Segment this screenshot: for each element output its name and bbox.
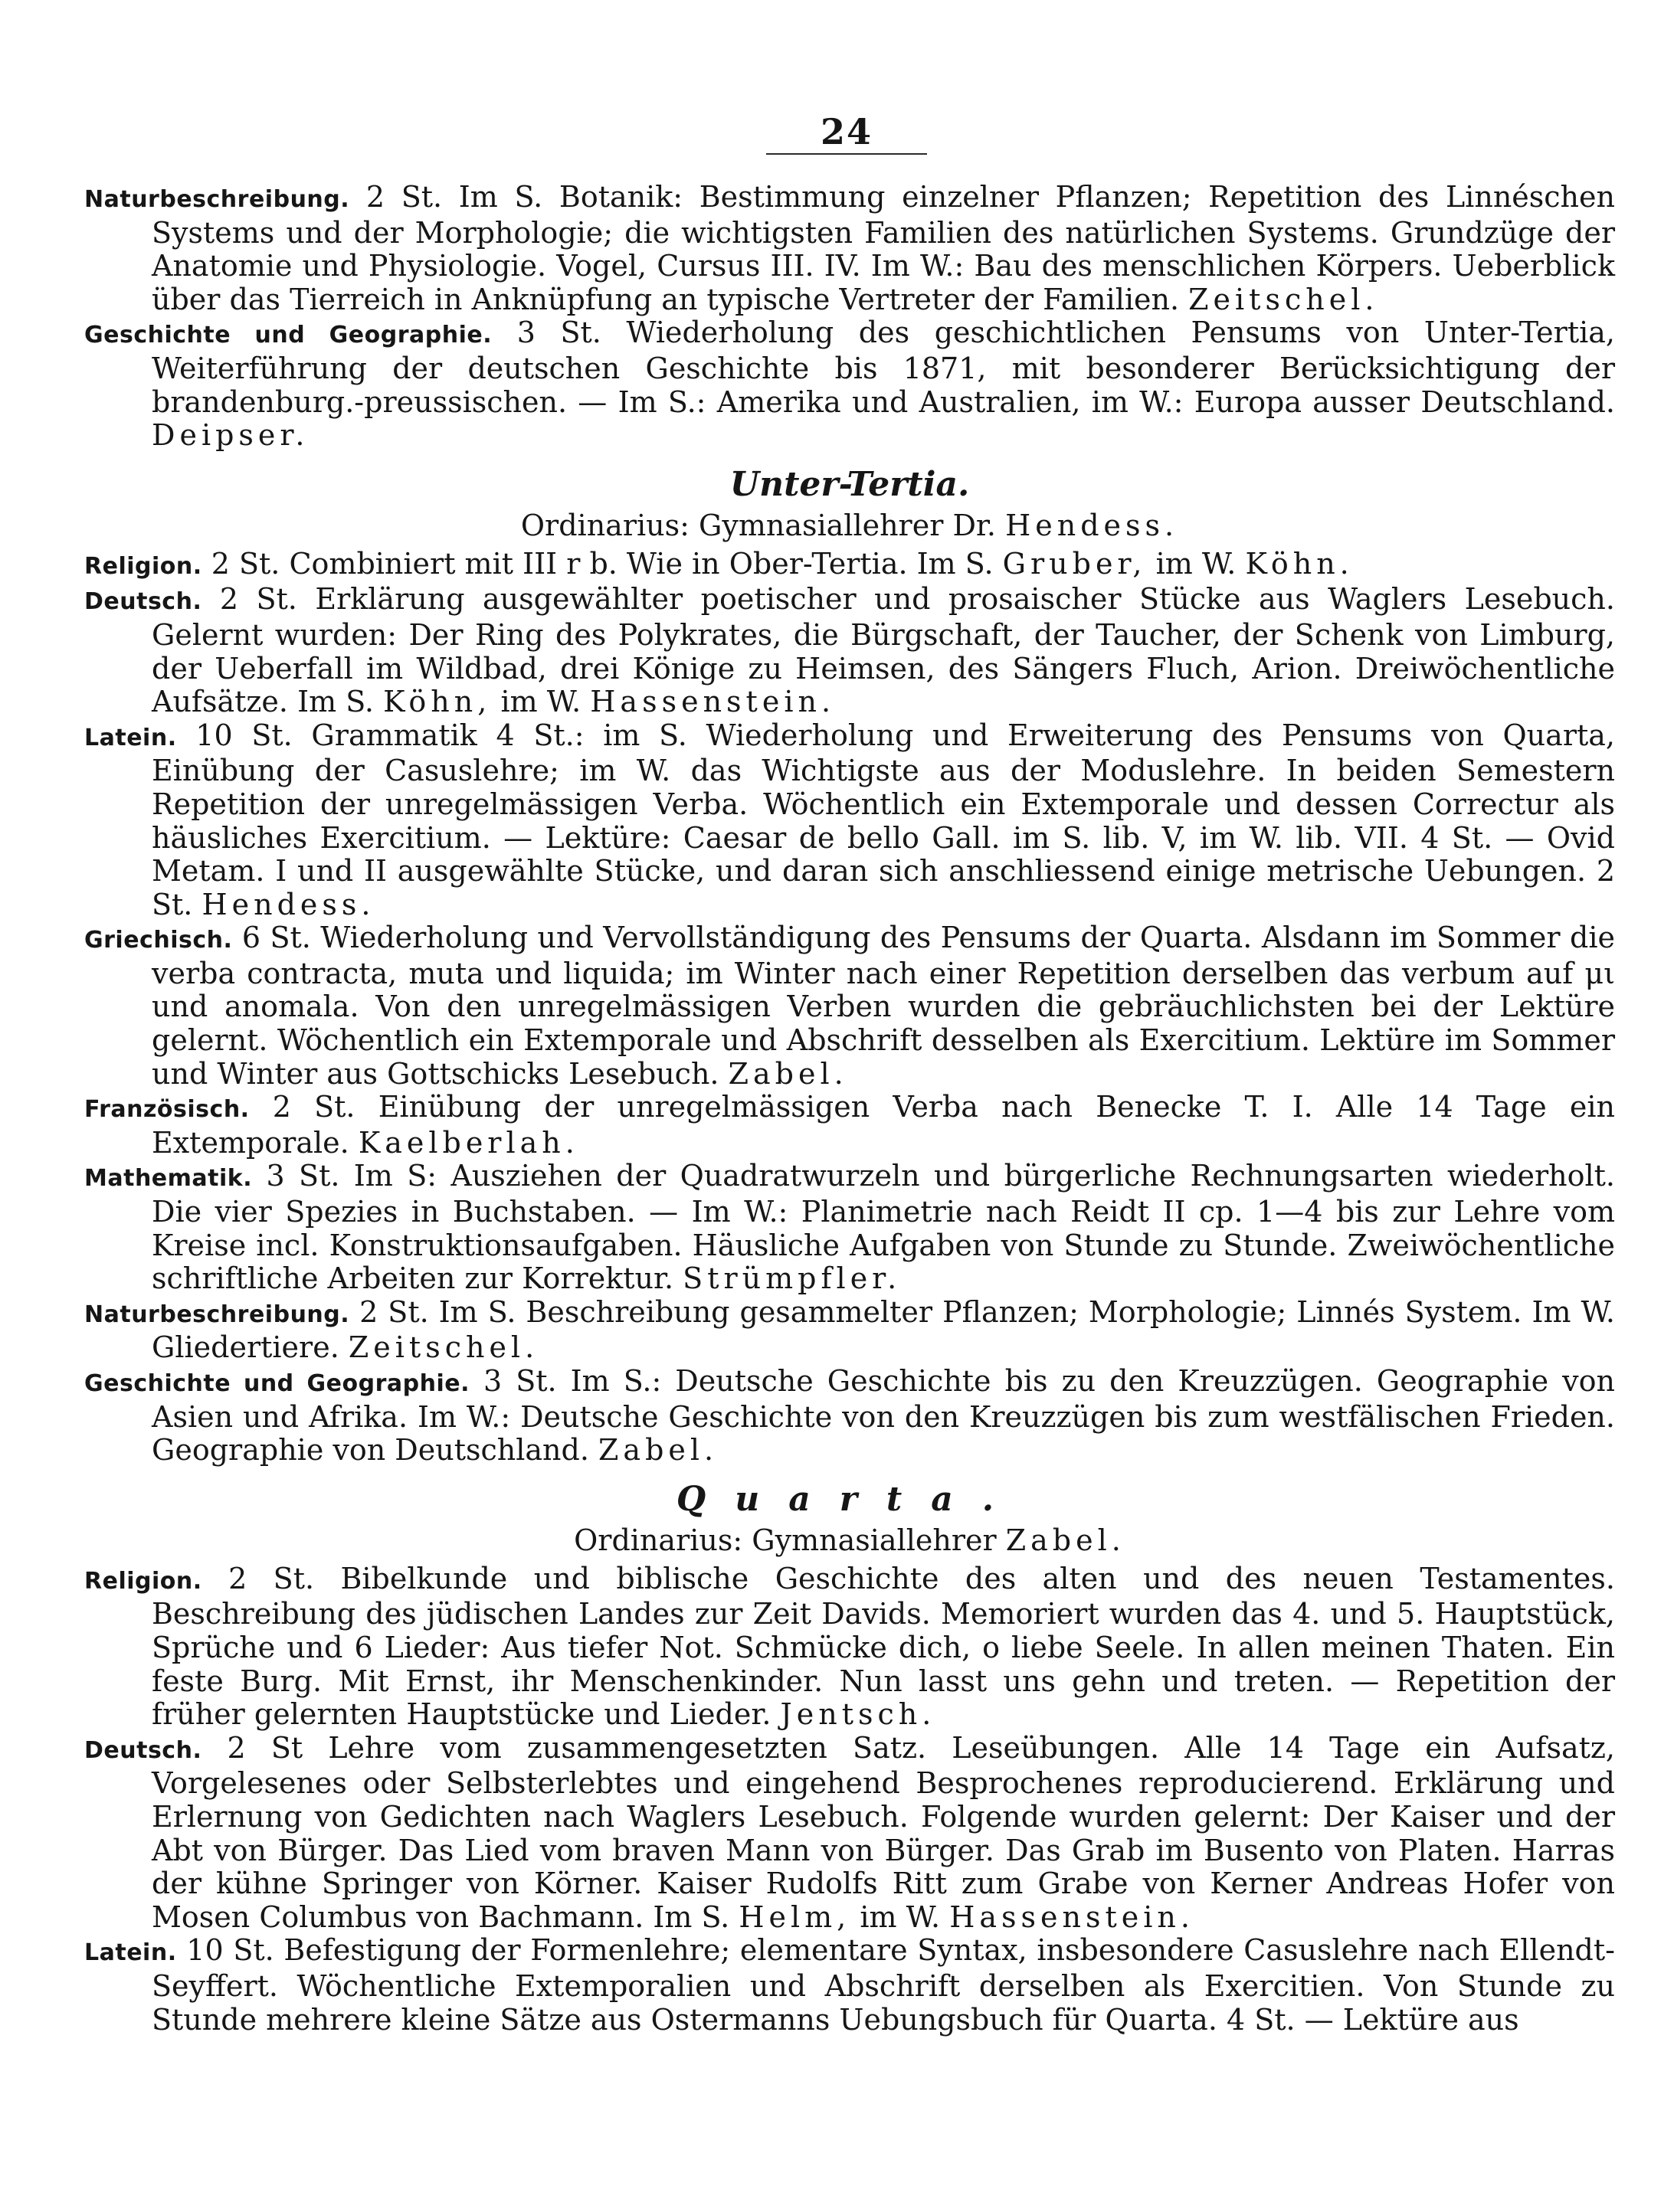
subject-label: Naturbeschreibung. (84, 1301, 350, 1328)
entry-text: 10 St. Grammatik 4 St.: im S. Wiederholung und Erweiterung des Pensums von Quarta, Einübung der Casuslehre; im W. das Wichtigste aus der Moduslehre. In beiden Semestern Repetition der unregelmässigen Verba. Wöchentlich ein Extemporale und dessen Correctur als häusliches Exercitium. — Lektüre: Caesar de bello Gall. im S. lib. V, im W. lib. VII. 4 St. — Ovid Metam. I und II ausgewählte Stücke, und daran sich anschliessend einige metrische Uebungen. 2 St. (152, 718, 1615, 921)
entry-latein-quarta (84, 1934, 1615, 2037)
subject-label: Naturbeschreibung. (84, 186, 350, 213)
ordinarius-prefix: Ordinarius: Gymnasiallehrer Dr. (520, 508, 996, 542)
entry-text: 2 St Lehre vom zusammengesetzten Satz. Leseübungen. Alle 14 Tage ein Aufsatz, Vorgelesenes oder Selbsterlebtes und eingehend Besprochenes reproducierend. Erklärung und Erlernung von Gedichten nach Waglers Lesebuch. Folgende wurden gelernt: Der Kaiser und der Abt von Bürger. Das Lied vom braven Mann von Bürger. Das Grab im Busento von Platen. Harras der kühne Springer von Körner. Kaiser Rudolfs Ritt zum Grabe von Kerner Andreas Hofer von Mosen Columbus von Bachmann. Im S. (152, 1730, 1615, 1934)
page-number: 24 (820, 111, 873, 152)
teacher-name: Zeitschel. (1188, 282, 1379, 316)
entry-text: 2 St. Erklärung ausgewählter poetischer und prosaischer Stücke aus Waglers Lesebuch. Gelernt wurden: Der Ring des Polykrates, die Bürgschaft, der Taucher, der Schenk von Limburg, der Ueberfall im Wildbad, drei Könige zu Heimsen, des Sängers Fluch, Arion. Dreiwöchentliche Aufsätze. Im S. (152, 582, 1615, 719)
entry-deutsch-quarta (84, 1732, 1615, 1935)
entry-naturbeschreibung-untertertia (84, 1296, 1615, 1365)
teacher-name: Hendess. (201, 887, 375, 921)
ordinarius-line (84, 1523, 1615, 1558)
entry-religion-quarta (84, 1562, 1615, 1732)
teacher-name: Jentsch. (780, 1697, 936, 1732)
entry-text: 10 St. Befestigung der Formenlehre; elementare Syntax, insbesondere Casuslehre nach Ellendt-Seyffert. Wöchentliche Extemporalien und Abschrift derselben als Exercitien. Von Stunde zu Stunde mehrere kleine Sätze aus Ostermanns Uebungsbuch für Quarta. 4 St. — Lektüre aus (152, 1933, 1615, 2037)
entry-religion-untertertia (84, 548, 1615, 584)
entry-text: 3 St. Im S.: Deutsche Geschichte bis zu den Kreuzzügen. Geographie von Asien und Afrika. Im W.: Deutsche Geschichte von den Kreuzzügen bis zum westfälischen Frieden. Geographie von Deutschland. (152, 1364, 1615, 1468)
entry-griechisch-untertertia (84, 921, 1615, 1091)
ordinarius-name: Hendess. (1005, 508, 1179, 542)
teacher-name: Gruber, (1002, 546, 1147, 581)
entry-geschichte-untertertia (84, 1365, 1615, 1468)
entry-text: im W. (500, 685, 581, 719)
subject-label: Deutsch. (84, 588, 202, 616)
entry-text: 2 St. Einübung der unregelmässigen Verba nach Benecke T. I. Alle 14 Tage ein Extemporale. (152, 1090, 1615, 1160)
teacher-name: Helm, (739, 1900, 851, 1934)
teacher-name: Zabel. (598, 1433, 719, 1468)
subject-label: Latein. (84, 1939, 177, 1967)
entry-text: 2 St. Combiniert mit III r b. Wie in Ober-Tertia. Im S. (211, 546, 994, 581)
entry-text: 2 St. Bibelkunde und biblische Geschichte des alten und des neuen Testamentes. Beschreibung des jüdischen Landes zur Zeit Davids. Memoriert wurden das 4. und 5. Hauptstück, Sprüche und 6 Lieder: Aus tiefer Not. Schmücke dich, o liebe Seele. In allen meinen Thaten. Ein feste Burg. Mit Ernst, ihr Menschenkinder. Nun lasst uns gehn und treten. — Repetition der früher gelernten Hauptstücke und Lieder. (152, 1561, 1615, 1732)
ordinarius-name: Zabel. (1005, 1523, 1125, 1557)
entry-text: 3 St. Im S: Ausziehen der Quadratwurzeln und bürgerliche Rechnungsarten wiederholt. Die vier Spezies in Buchstaben. — Im W.: Planimetrie nach Reidt II cp. 1—4 bis zur Lehre vom Kreise incl. Konstruktionsaufgaben. Häusliche Aufgaben von Stunde zu Stunde. Zweiwöchentliche schriftliche Arbeiten zur Korrektur. (152, 1159, 1615, 1296)
teacher-name: Deipser. (152, 418, 310, 453)
subject-label: Religion. (84, 1567, 202, 1595)
entry-franzoesisch-untertertia (84, 1091, 1615, 1160)
teacher-name: Hassenstein. (590, 685, 836, 719)
teacher-name: Strümpfler. (683, 1261, 902, 1296)
entry-text: 6 St. Wiederholung und Vervollständigung des Pensums der Quarta. Alsdann im Sommer die verba contracta, muta und liquida; im Winter nach einer Repetition derselben das verbum auf μι und anomala. Von den unregelmässigen Verben wurden die gebräuchlichsten bei der Lektüre gelernt. Wöchentlich ein Extemporale und Abschrift desselben als Exercitium. Lektüre im Sommer und Winter aus Gottschicks Lesebuch. (152, 921, 1615, 1091)
entry-text: im W. (1155, 546, 1237, 581)
section-title-unter-tertia: Unter-Tertia. (729, 464, 970, 504)
document-body (84, 181, 1615, 2037)
subject-label: Latein. (84, 724, 177, 751)
teacher-name: Hassenstein. (949, 1900, 1194, 1934)
subject-label: Griechisch. (84, 927, 233, 954)
entry-text: 2 St. Im S. Beschreibung gesammelter Pflanzen; Morphologie; Linnés System. Im W. Gliedertiere. (152, 1294, 1615, 1365)
teacher-name: Kaelberlah. (358, 1125, 579, 1160)
teacher-name: Köhn, (383, 685, 492, 719)
subject-label: Deutsch. (84, 1736, 202, 1764)
section-title-quarta: Quarta. (676, 1479, 1024, 1519)
entry-mathematik-untertertia (84, 1160, 1615, 1295)
teacher-name: Zeitschel. (348, 1330, 539, 1365)
entry-text: 2 St. Im S. Botanik: Bestimmung einzelner Pflanzen; Repetition des Linnéschen Systems und der Morphologie; die wichtigsten Familien des natürlichen Systems. Grundzüge der Anatomie und Physiologie. Vogel, Cursus III. IV. Im W.: Bau des menschlichen Körpers. Ueberblick über das Tierreich in Anknüpfung an typische Vertreter der Familien. (152, 180, 1615, 316)
entry-text: 3 St. Wiederholung des geschichtlichen Pensums von Unter-Tertia, Weiterführung der deutschen Geschichte bis 1871, mit besonderer Berücksichtigung der brandenburg.-preussischen. — Im S.: Amerika und Australien, im W.: Europa ausser Deutschland. (152, 316, 1615, 419)
entry-geschichte-obertertia (84, 316, 1615, 452)
subject-label: Französisch. (84, 1096, 250, 1124)
entry-deutsch-untertertia (84, 583, 1615, 718)
subject-label: Geschichte und Geographie. (84, 1370, 470, 1397)
page-number-rule (766, 153, 927, 155)
teacher-name: Köhn. (1245, 546, 1354, 581)
ordinarius-prefix: Ordinarius: Gymnasiallehrer (574, 1523, 997, 1557)
entry-text: im W. (860, 1900, 941, 1934)
ordinarius-line (84, 508, 1615, 543)
entry-naturbeschreibung-obertertia (84, 181, 1615, 316)
subject-label: Geschichte und Geographie. (84, 322, 493, 349)
entry-latein-untertertia (84, 719, 1615, 922)
subject-label: Mathematik. (84, 1165, 253, 1193)
subject-label: Religion. (84, 552, 202, 580)
teacher-name: Zabel. (728, 1056, 848, 1091)
